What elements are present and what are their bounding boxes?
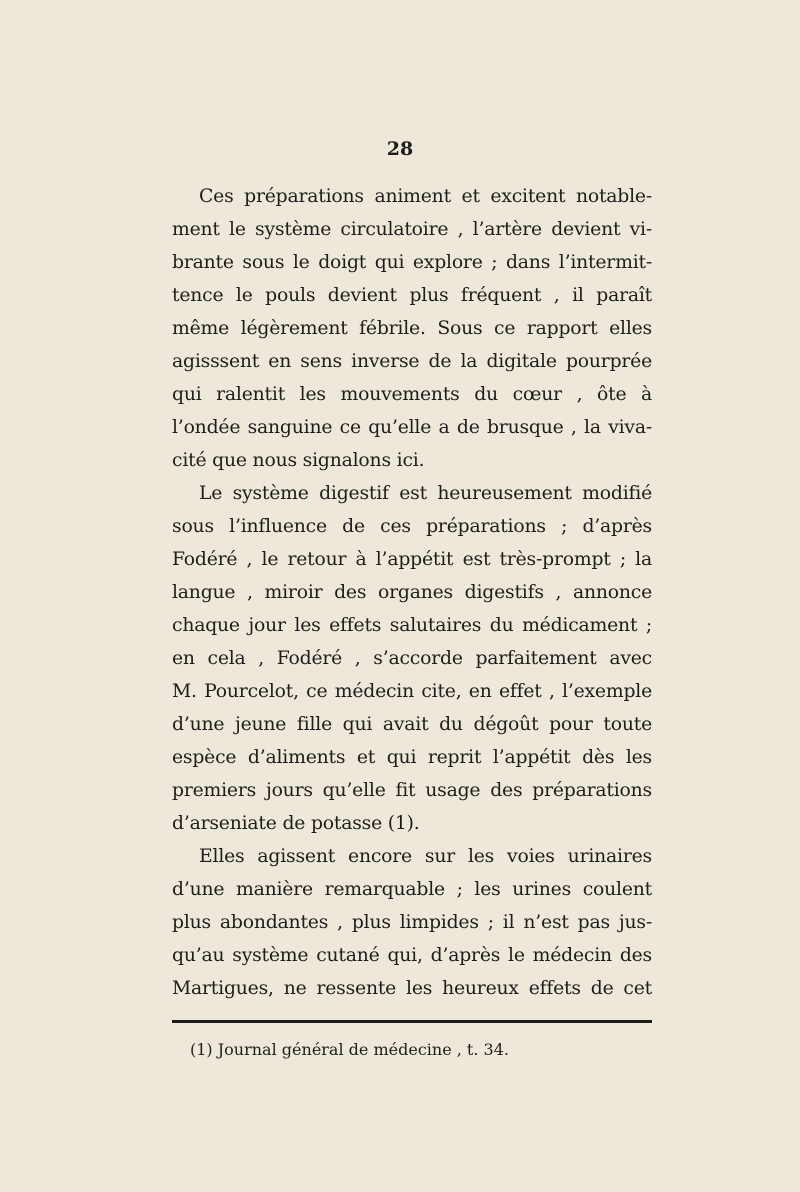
text-line: d’une jeune fille qui avait du dégoût pour toute <box>172 714 652 735</box>
footnote-rule <box>172 1020 652 1023</box>
text-line: en cela , Fodéré , s’accorde parfaitement avec <box>172 648 652 669</box>
text-line: premiers jours qu’elle fit usage des préparations <box>172 780 652 801</box>
text-line: espèce d’aliments et qui reprit l’appétit dès les <box>172 747 652 768</box>
text-line: cité que nous signalons ici. <box>172 450 425 471</box>
text-line: brante sous le doigt qui explore ; dans l’intermit- <box>172 252 652 273</box>
footnote: (1) Journal général de médecine , t. 34. <box>190 1040 509 1059</box>
text-line: Le système digestif est heureusement modifié <box>199 483 652 504</box>
text-line: Elles agissent encore sur les voies urinaires <box>199 846 652 867</box>
text-line: sous l’influence de ces préparations ; d’après <box>172 516 652 537</box>
text-line: d’une manière remarquable ; les urines coulent <box>172 879 652 900</box>
text-line: plus abondantes , plus limpides ; il n’est pas jus- <box>172 912 652 933</box>
text-line: même légèrement fébrile. Sous ce rapport elles <box>172 318 652 339</box>
text-line: ment le système circulatoire , l’artère devient vi- <box>172 219 652 240</box>
text-line: qui ralentit les mouvements du cœur , ôte à <box>172 384 652 405</box>
body-text <box>172 180 652 1005</box>
text-line: Ces préparations animent et excitent notable- <box>199 186 652 207</box>
text-line: Martigues, ne ressente les heureux effets de cet <box>172 978 652 999</box>
text-line: l’ondée sanguine ce qu’elle a de brusque , la viva- <box>172 417 652 438</box>
text-line: chaque jour les effets salutaires du médicament ; <box>172 615 652 636</box>
text-line: tence le pouls devient plus fréquent , il paraît <box>172 285 652 306</box>
page-number: 28 <box>386 138 414 160</box>
text-line: qu’au système cutané qui, d’après le médecin des <box>172 945 652 966</box>
text-line: M. Pourcelot, ce médecin cite, en effet , l’exemple <box>172 681 652 702</box>
text-line: d’arseniate de potasse (1). <box>172 813 420 834</box>
text-line: agisssent en sens inverse de la digitale pourprée <box>172 351 652 372</box>
text-line: langue , miroir des organes digestifs , annonce <box>172 582 652 603</box>
text-line: Fodéré , le retour à l’appétit est très-prompt ; la <box>172 549 652 570</box>
